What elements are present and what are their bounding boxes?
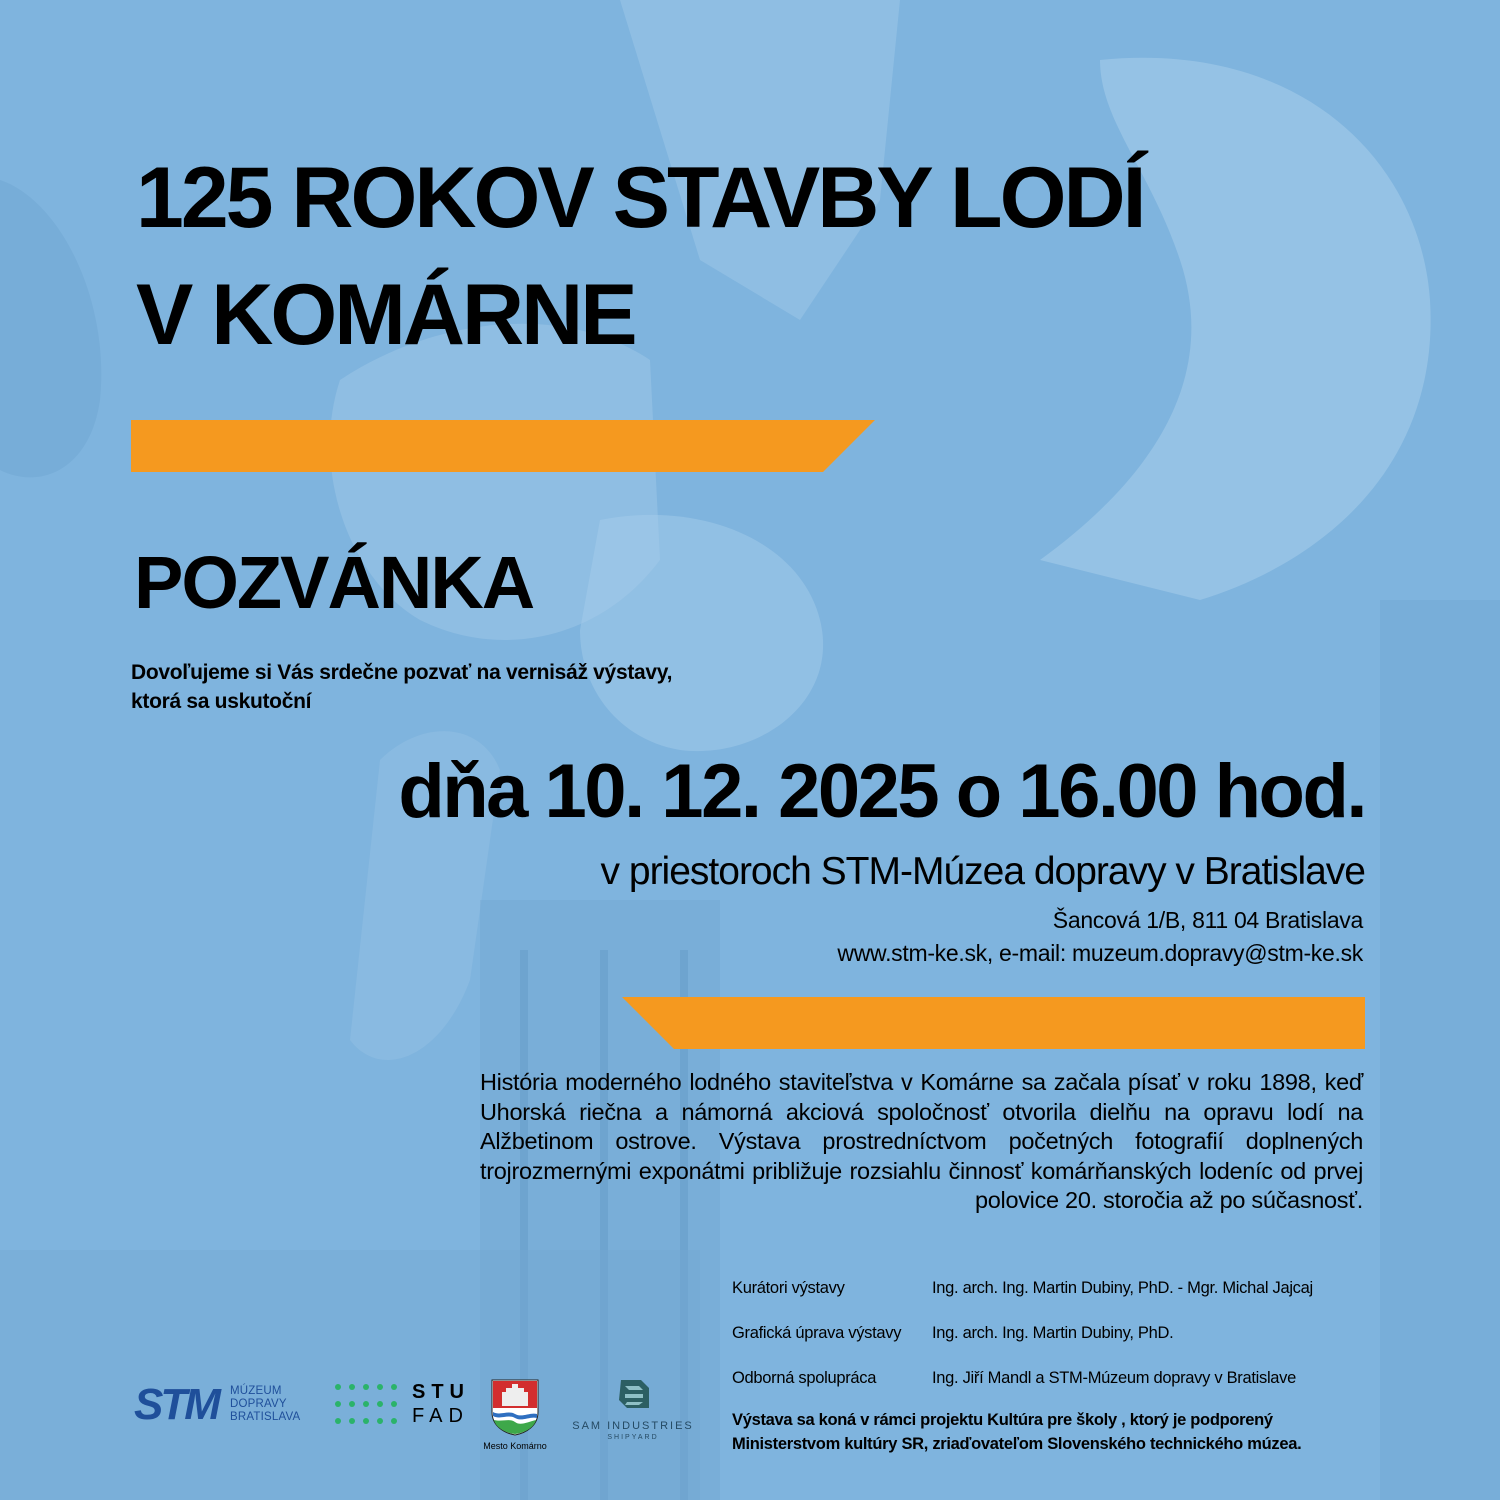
exhibition-description: História moderného lodného staviteľstva v Komárne sa začala písať v roku 1898, keď Uhorská riečna a námorná akciová spoločnosť otvorila dielňu na opravu lodí na Alžbetinom ostrove. Výstava prostredníctvom početných fotografií doplnených trojrozmernými exponátmi približuje rozsiahlu činnosť komárňanských lodeníc od prvej polovice 20. storočia až po súčasnosť.: [480, 1069, 1363, 1213]
credit-name: Ing. arch. Ing. Martin Dubiny, PhD.: [932, 1324, 1174, 1342]
invitation-text: [131, 658, 931, 716]
stu-fad-logo: [334, 1380, 474, 1430]
exhibition-title: [136, 140, 1436, 374]
stm-logo: [134, 1380, 314, 1430]
event-contact: www.stm-ke.sk, e-mail: muzeum.dopravy@stm-ke.sk: [837, 940, 1363, 966]
credit-row: [732, 1364, 1452, 1409]
stu-logo-line-2: FAD: [412, 1405, 469, 1427]
event-venue: v priestoroch STM-Múzea dopravy v Bratislave: [600, 850, 1365, 893]
credit-row: [732, 1319, 1452, 1364]
invitation-heading: POZVÁNKA: [134, 541, 534, 624]
stu-dots-icon: [334, 1382, 398, 1426]
stm-logo-text: [230, 1385, 300, 1424]
title-line-2: V KOMÁRNE: [136, 267, 635, 363]
invitation-text-line-1: Dovoľujeme si Vás srdečne pozvať na vernisáž výstavy,: [131, 661, 673, 684]
komarno-coat-of-arms-icon: [490, 1378, 540, 1436]
credits-list: [732, 1274, 1452, 1409]
orange-accent-bar-top: [131, 420, 875, 472]
komarno-logo-caption: Mesto Komárno: [483, 1441, 547, 1451]
invitation-text-line-2: ktorá sa uskutoční: [131, 690, 312, 713]
credit-role: Odborná spolupráca: [732, 1369, 877, 1387]
komarno-logo: [482, 1378, 548, 1450]
sam-industries-name: SAM INDUSTRIES: [572, 1420, 694, 1432]
credit-role: Kurátori výstavy: [732, 1279, 845, 1297]
credit-name: Ing. arch. Ing. Martin Dubiny, PhD. - Mgr. Michal Jajcaj: [932, 1279, 1313, 1297]
stm-logo-line-2: DOPRAVY: [230, 1398, 287, 1410]
stm-logo-mark: STM: [134, 1380, 218, 1429]
title-line-1: 125 ROKOV STAVBY LODÍ: [136, 150, 1144, 246]
stu-logo-line-1: STU: [412, 1381, 470, 1403]
sam-industries-subtitle: SHIPYARD: [607, 1434, 659, 1441]
orange-accent-bar-bottom: [622, 997, 1365, 1049]
project-note-line-2: Ministerstvom kultúry SR, zriaďovateľom Slovenského technického múzea.: [732, 1435, 1302, 1453]
event-date-time: dňa 10. 12. 2025 o 16.00 hod.: [398, 749, 1365, 834]
credit-role: Grafická úprava výstavy: [732, 1324, 902, 1342]
project-note: [732, 1408, 1452, 1456]
sam-industries-logo: [568, 1374, 698, 1446]
credit-name: Ing. Jiří Mandl a STM-Múzeum dopravy v Bratislave: [932, 1369, 1297, 1387]
credit-row: [732, 1274, 1452, 1319]
stu-logo-text: [412, 1380, 470, 1428]
stm-logo-line-1: MÚZEUM: [230, 1385, 282, 1397]
event-address: Šancová 1/B, 811 04 Bratislava: [1052, 907, 1363, 933]
project-note-line-1: Výstava sa koná v rámci projektu Kultúra pre školy , ktorý je podporený: [732, 1411, 1273, 1429]
sam-industries-icon: [613, 1374, 653, 1414]
stm-logo-line-3: BRATISLAVA: [230, 1411, 301, 1423]
event-address-block: [837, 904, 1363, 970]
